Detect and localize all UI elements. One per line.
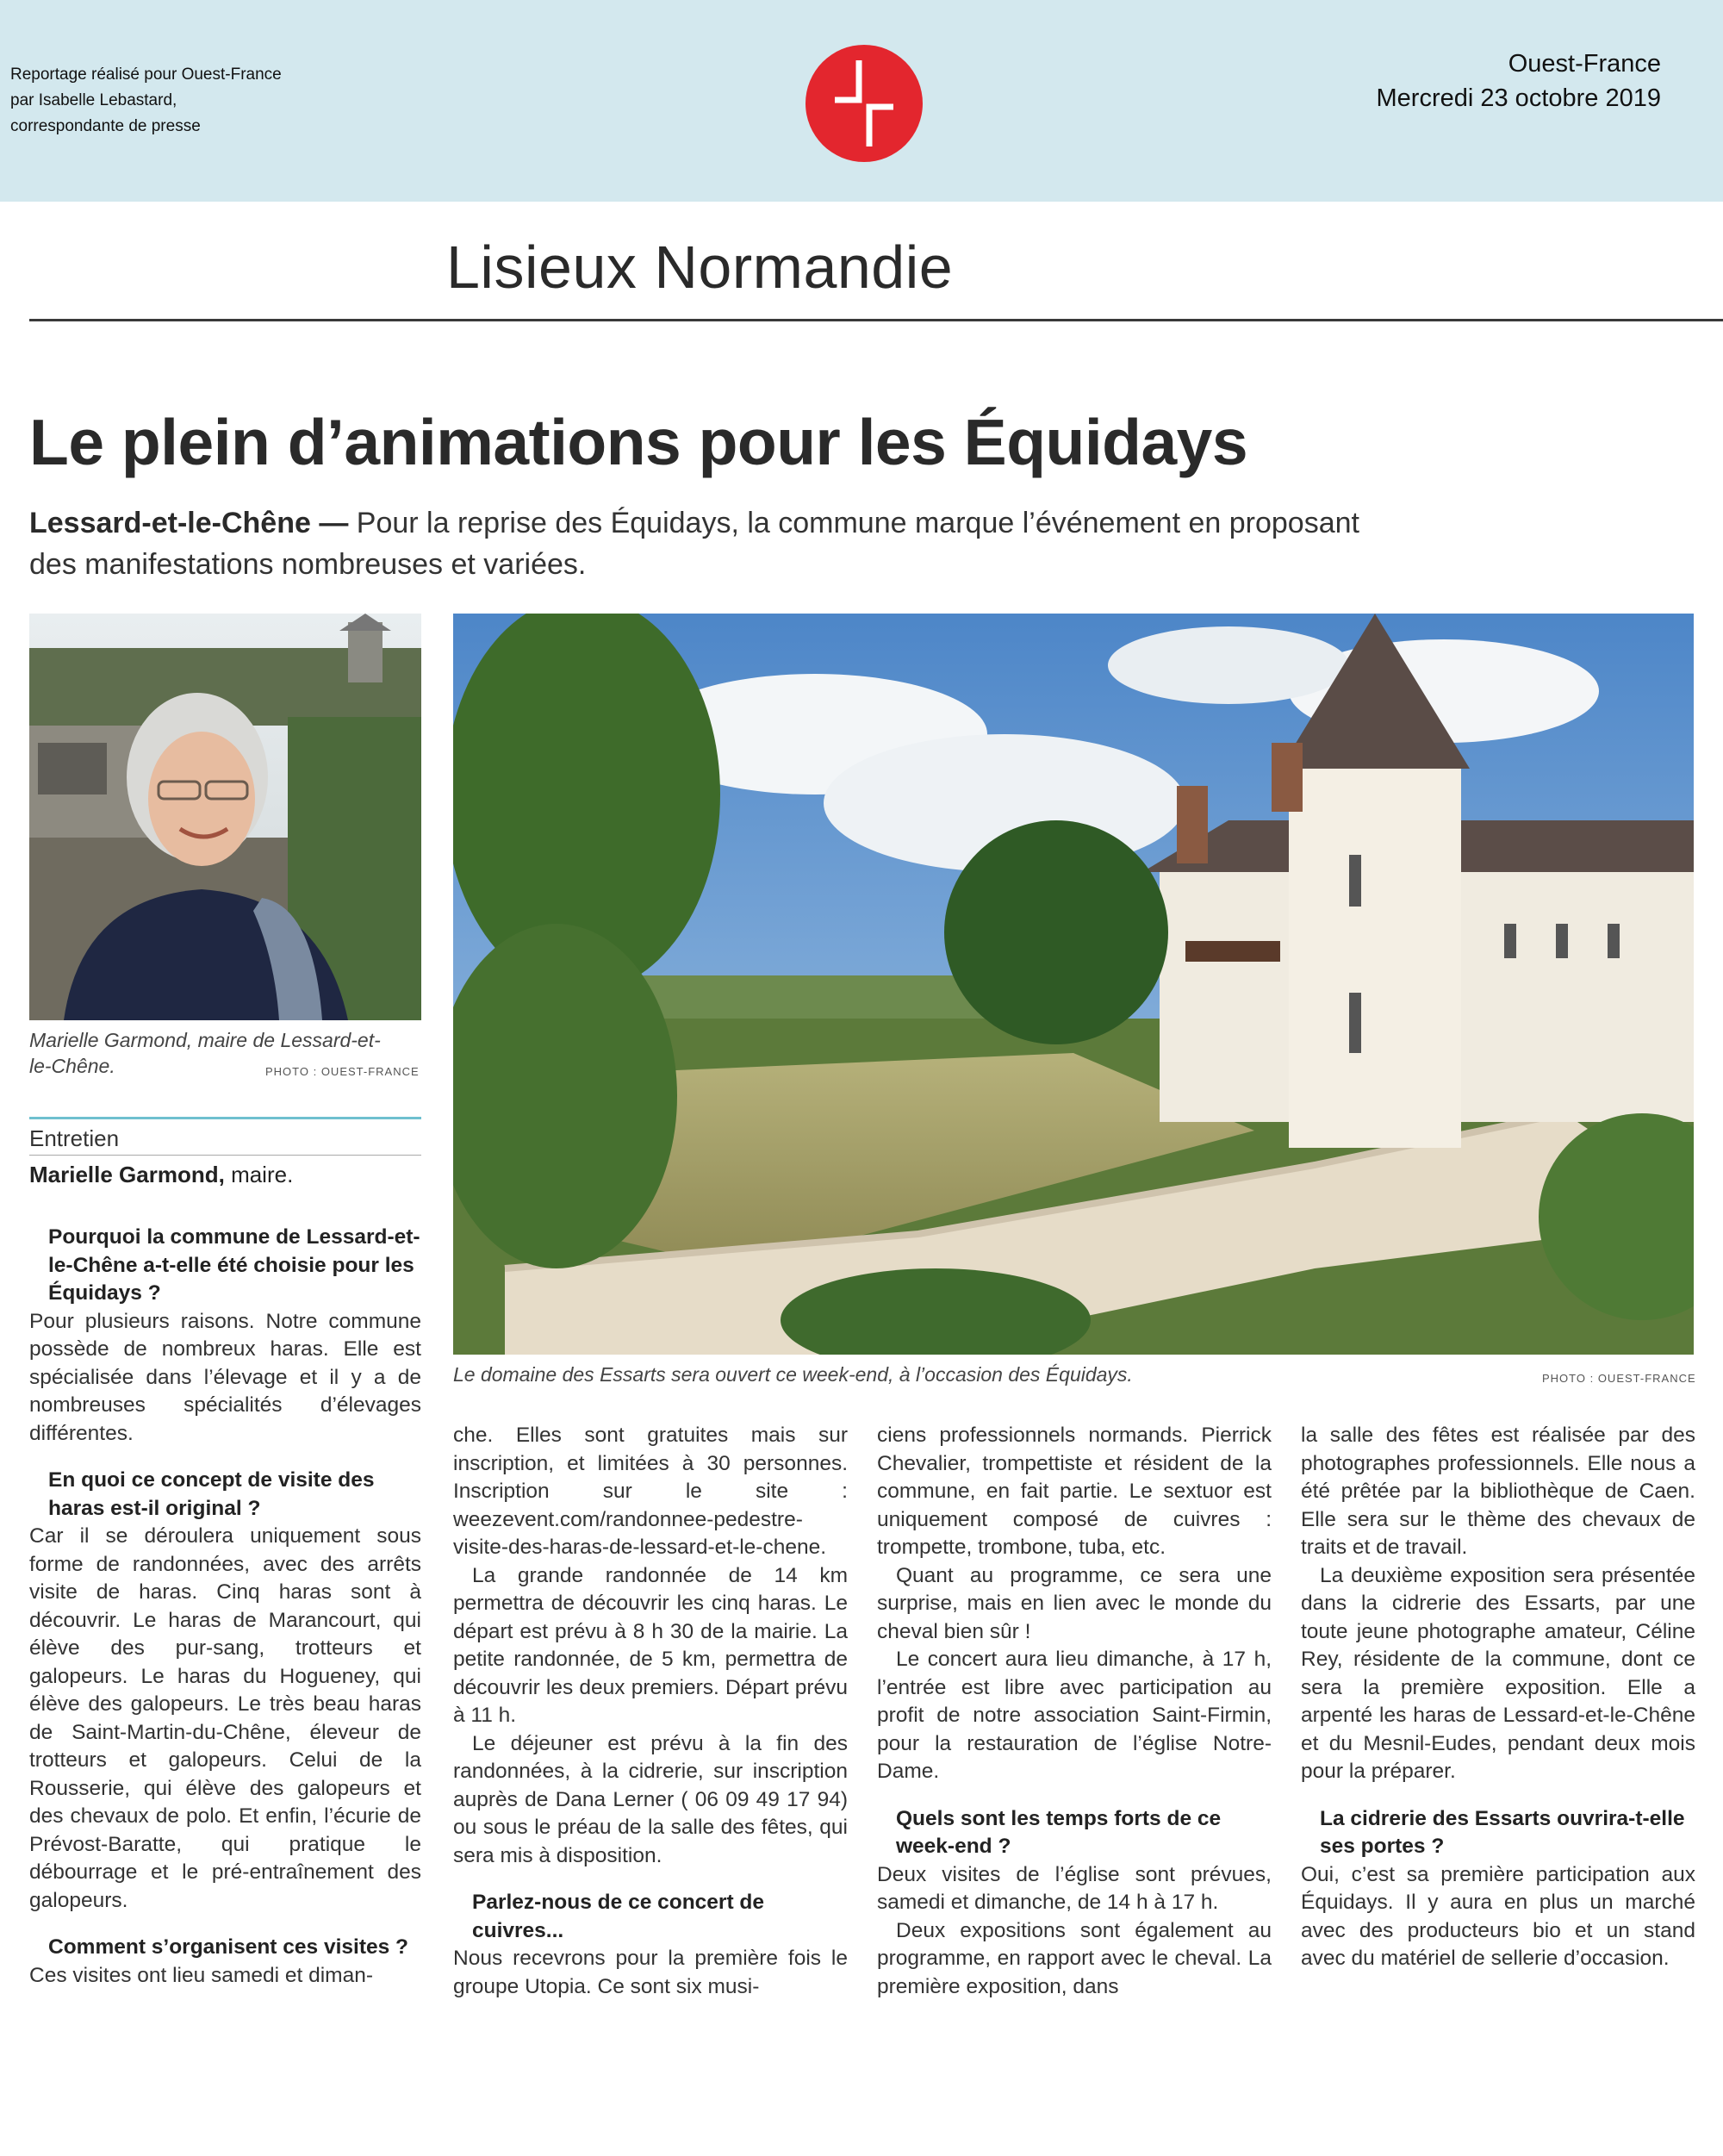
article-paragraph: Ces visites ont lieu samedi et diman-: [29, 1963, 373, 1987]
ouest-france-logo-icon: [806, 45, 923, 162]
reporter-credit: [10, 62, 282, 140]
article-paragraph: la salle des fêtes est réalisée par des photographes professionnels. Elle nous a été prêtée par la bibliothèque de Caen. Elle sera sur le thème des chevaux de traits et de travail.: [1301, 1424, 1695, 1559]
portrait-image: [29, 614, 421, 1020]
credit-line: Reportage réalisé pour Ouest-France: [10, 65, 282, 84]
publication-date: Mercredi 23 octobre 2019: [1376, 84, 1661, 112]
article-paragraph: che. Elles sont gratuites mais sur inscription, et limitées à 30 personnes. Inscription sur le site : weezevent.com/randonnee-pedestre-visite-des-haras-de-lessard-et-le-chene.: [453, 1424, 848, 1559]
article-paragraph: Nous recevrons pour la première fois le groupe Utopia. Ce sont six musi-: [453, 1947, 848, 1998]
article-paragraph: La grande randonnée de 14 km permettra de découvrir les cinq haras. Le départ est prévu à 8 h 30 de la mairie. La petite randonnée, de 5 km, permettra de découvrir les deux premiers. Départ prévu à 11 h.: [453, 1563, 848, 1727]
article-paragraph: Le déjeuner est prévu à la fin des randonnées, à la cidrerie, sur inscription auprès de Dana Lerner ( 06 09 49 17 94) ou sous le préau de la salle des fêtes, qui sera mis à disposition.: [453, 1731, 848, 1867]
article-paragraph: Quant au programme, ce sera une surprise, mais en lien avec le monde du cheval bien sûr !: [877, 1563, 1272, 1643]
article-column-1: [29, 1224, 421, 1990]
interview-underline: [29, 1155, 421, 1156]
portrait-photo-credit: PHOTO : OUEST-FRANCE: [265, 1065, 420, 1078]
publication-info: [1377, 47, 1661, 115]
section-rule: [29, 319, 1723, 321]
credit-line: correspondante de presse: [10, 117, 201, 135]
article-column-3: [877, 1422, 1272, 2001]
section-title: Lisieux Normandie: [446, 234, 954, 301]
interviewee-role: maire.: [224, 1162, 294, 1187]
interview-question: Parlez-nous de ce concert de cuivres...: [472, 1891, 765, 1942]
interview-question: Quels sont les temps forts de ce week-end ?: [896, 1806, 1222, 1858]
interview-question: La cidrerie des Essarts ouvrira-t-elle ses portes ?: [1320, 1806, 1685, 1858]
domaine-des-essarts-image: [453, 614, 1694, 1355]
article-column-2: [453, 1422, 848, 2001]
article-lead: [29, 502, 1373, 585]
lead-place: Lessard-et-le-Chêne —: [29, 507, 349, 539]
portrait-caption: Marielle Garmond, maire de Lessard-et-le-Chêne.: [29, 1029, 381, 1077]
main-photo-credit: PHOTO : OUEST-FRANCE: [1542, 1372, 1696, 1385]
article-paragraph: La deuxième exposition sera présentée dans la cidrerie des Essarts, par une toute jeune photographe amateur, Céline Rey, résidente de la commune, dont ce sera la première exposition. Elle a arpenté les haras de Lessard-et-le-Chêne et du Mesnil-Eudes, pendant deux mois pour la préparer.: [1301, 1563, 1695, 1783]
article-headline: Le plein d’animations pour les Équidays: [29, 406, 1248, 478]
interview-question: Comment s’organisent ces visites ?: [48, 1935, 408, 1959]
publication-name: Ouest-France: [1508, 50, 1661, 78]
portrait-photo: [29, 614, 421, 1020]
lead-text: Pour la reprise des Équidays, la commune marque l’événement en proposant des manifestations nombreuses et variées.: [29, 507, 1359, 581]
interviewee: [29, 1162, 293, 1188]
main-photo-caption: Le domaine des Essarts sera ouvert ce week-end, à l’occasion des Équidays.: [453, 1363, 1133, 1386]
article-paragraph: Car il se déroulera uniquement sous forme de randonnées, avec des arrêts visite de haras. Cinq haras sont à découvrir. Le haras de Marancourt, qui élève des pur-sang, trotteurs et galopeurs. Le haras du Hogueney, qui élève des galopeurs. Le très beau haras de Saint-Martin-du-Chêne, éleveur de trotteurs et galopeurs. Celui de la Rousserie, qui élève des galopeurs et des chevaux de polo. Et enfin, l’écurie de Prévost-Baratte, qui pratique le débourrage et le pré-entraînement des galopeurs.: [29, 1524, 421, 1912]
article-paragraph: Le concert aura lieu dimanche, à 17 h, l’entrée est libre avec participation au profit de notre association Saint-Firmin, pour la restauration de l’église Notre-Dame.: [877, 1648, 1272, 1783]
interview-rule: [29, 1117, 421, 1119]
interview-question: En quoi ce concept de visite des haras est-il original ?: [48, 1468, 375, 1520]
article-column-4: [1301, 1422, 1695, 1973]
interview-label: Entretien: [29, 1125, 120, 1151]
article-paragraph: Pour plusieurs raisons. Notre commune possède de nombreux haras. Elle est spécialisée dans l’élevage et il y a de nombreuses spécialités d’élevages différentes.: [29, 1309, 421, 1445]
main-photo: [453, 614, 1694, 1355]
interview-question: Pourquoi la commune de Lessard-et-le-Chêne a-t-elle été choisie pour les Équidays ?: [48, 1225, 420, 1305]
article-paragraph: Oui, c’est sa première participation aux Équidays. Il y aura en plus un marché avec des producteurs bio et un stand avec du matériel de sellerie d’occasion.: [1301, 1862, 1695, 1970]
article-paragraph: Deux visites de l’église sont prévues, samedi et dimanche, de 14 h à 17 h.: [877, 1862, 1272, 1914]
credit-line: par Isabelle Lebastard,: [10, 91, 177, 109]
interviewee-name: Marielle Garmond,: [29, 1162, 225, 1187]
header-banner: [0, 0, 1723, 202]
article-paragraph: Deux expositions sont également au programme, en rapport avec le cheval. La première exposition, dans: [877, 1918, 1272, 1998]
article-paragraph: ciens professionnels normands. Pierrick Chevalier, trompettiste et résident de la commune, en fait partie. Le sextuor est uniquement composé de cuivres : trompette, trombone, tuba, etc.: [877, 1424, 1272, 1559]
